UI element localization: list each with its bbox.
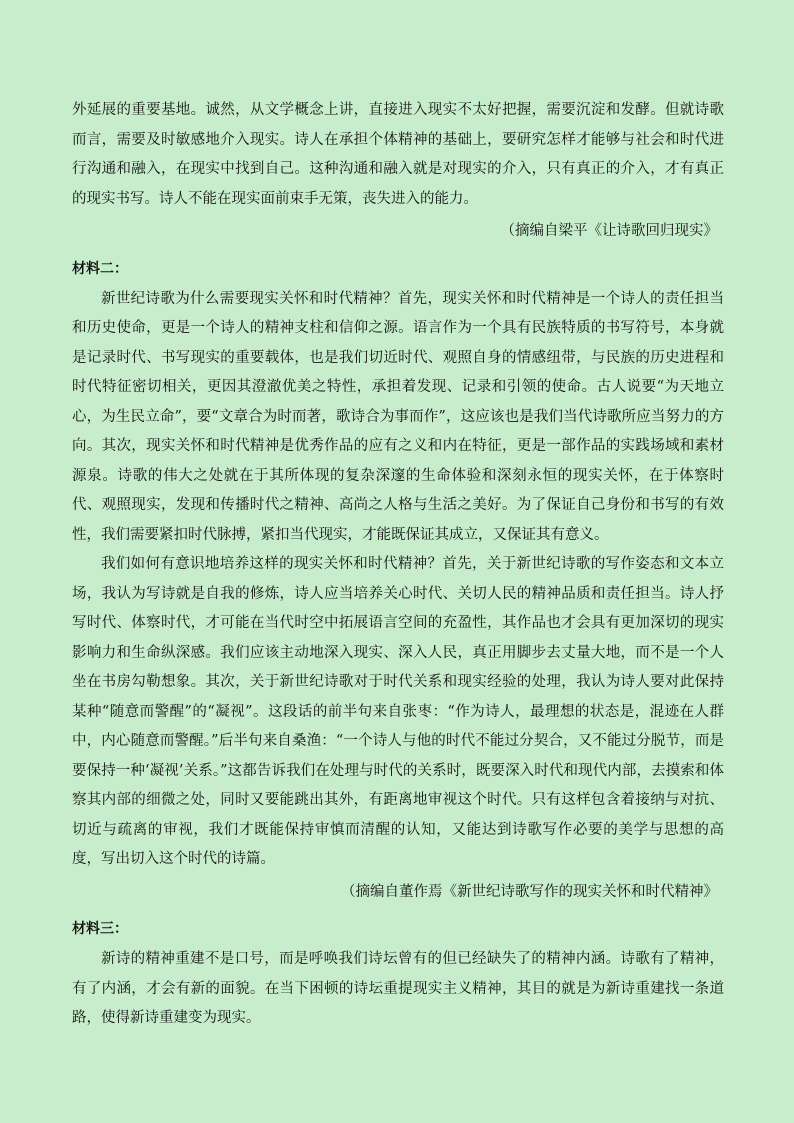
material3-paragraph: 新诗的精神重建不是口号，而是呼唤我们诗坛曾有的但已经缺失了的精神内涵。诗歌有了精神，有了内涵，才会有新的面貌。在当下困顿的诗坛重提现实主义精神，其目的就是为新诗重建找一条道路，使得新诗重建变为现实。: [72, 951, 724, 1026]
material2-paragraph-1: 新世纪诗歌为什么需要现实关怀和时代精神？首先，现实关怀和时代精神是一个诗人的责任担当和历史使命，更是一个诗人的精神支柱和信仰之源。语言作为一个具有民族特质的书写符号，本身就是记录时代、书写现实的重要载体，也是我们切近时代、观照自身的情感纽带，与民族的历史进程和时代特征密切相关，更因其澄澈优美之特性，承担着发现、记录和引领的使命。古人说要“为天地立心，为生民立命”，要“文章合为时而著，歌诗合为事而作”，这应该也是我们当代诗歌所应当努力的方向。其次，现实关怀和时代精神是优秀作品的应有之义和内在特征，更是一部作品的实践场域和素材源泉。诗歌的伟大之处就在于其所体现的复杂深邃的生命体验和深刻永恒的现实关怀，在于体察时代、观照现实，发现和传播时代之精神、高尚之人格与生活之美好。为了保证自己身份和书写的有效性，我们需要紧扣时代脉搏，紧扣当代现实，才能既保证其成立，又保证其有意义。: [72, 290, 724, 543]
material2-heading: 材料二：: [72, 260, 128, 277]
material3-heading: 材料三：: [72, 921, 128, 937]
material1-source: （摘编自梁平《让诗歌回归现实》: [500, 223, 718, 239]
material1-paragraph: 外延展的重要基地。诚然，从文学概念上讲，直接进入现实不太好把握，需要沉淀和发酵。但就诗歌而言，需要及时敏感地介入现实。诗人在承担个体精神的基础上，要研究怎样才能够与社会和时代进行沟通和融入，在现实中找到自己。这种沟通和融入就是对现实的介入，只有真正的介入，才有真正的现实书写。诗人不能在现实面前束手无策，丧失进入的能力。: [72, 102, 724, 207]
document-page: [72, 96, 724, 1034]
material2-source: （摘编自董作焉《新世纪诗歌写作的现实关怀和时代精神》: [341, 883, 718, 900]
material2-paragraph-2: 我们如何有意识地培养这样的现实关怀和时代精神？首先，关于新世纪诗歌的写作姿态和文本立场，我认为写诗就是自我的修炼，诗人应当培养关心时代、关切人民的精神品质和责任担当。诗人抒写时代、体察时代，才可能在当代时空中拓展语言空间的充盈性，其作品也才会具有更加深切的现实影响力和生命纵深感。我们应该主动地深入现实、深入人民，真正用脚步去丈量大地，而不是一个人坐在书房勾勒想象。其次，关于新世纪诗歌对于时代关系和现实经验的处理，我认为诗人要对此保持某种“随意而警醒”的“凝视”。这段话的前半句来自张枣：“作为诗人，最理想的状态是，混迹在人群中，内心随意而警醒。”后半句来自桑渔：“一个诗人与他的时代不能过分契合，又不能过分脱节，而是要保持一种‘凝视’关系。”这都告诉我们在处理与时代的关系时，既要深入时代和现代内部，去摸索和体察其内部的细微之处，同时又要能跳出其外，有距离地审视这个时代。只有这样包含着接纳与对抗、切近与疏离的审视，我们才既能保持审慎而清醒的认知，又能达到诗歌写作必要的美学与思想的高度，写出切入这个时代的诗篇。: [72, 556, 724, 867]
